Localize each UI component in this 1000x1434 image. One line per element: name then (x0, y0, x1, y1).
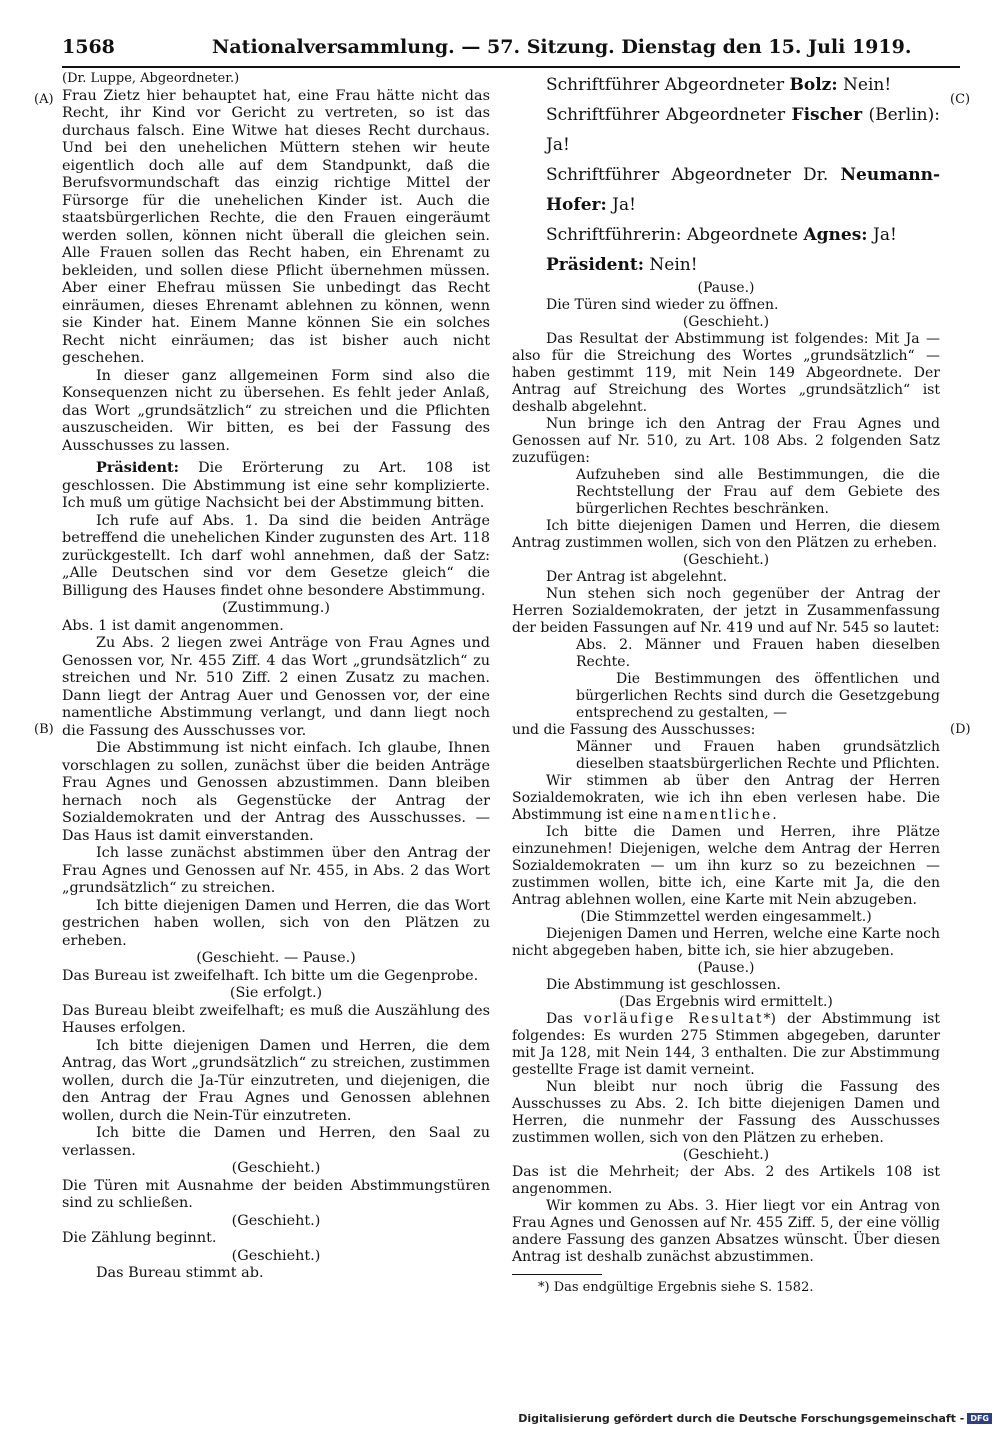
speaker-name: Präsident: (96, 459, 179, 476)
vote-name: Bolz: (789, 75, 838, 95)
digitization-credit (518, 1412, 992, 1425)
paragraph: Der Antrag ist abgelehnt. (546, 569, 728, 585)
stage-direction: (Pause.) (697, 960, 755, 976)
paragraph: Nun bleibt nur noch übrig die Fassung des Ausschusses zu Abs. 2. Ich bitte diejenigen Damen und Herren, die nunmehr der Fassung des Ausschusses zustimmen wollen, sich von den Plätzen zu erheben. (512, 1079, 940, 1146)
emphasis: vorläufige Resultat (583, 1011, 764, 1027)
margin-mark-d: (D) (950, 722, 971, 737)
stage-direction: (Pause.) (697, 280, 755, 296)
paragraph: Die Zählung beginnt. (62, 1230, 217, 1246)
stage-direction: (Geschieht.) (231, 1247, 321, 1264)
footnote: *) Das endgültige Ergebnis siehe S. 1582. (538, 1280, 814, 1295)
vote-line (512, 250, 940, 280)
vote-role: Schriftführerin: Abgeordnete (546, 225, 804, 245)
vote-line (512, 70, 940, 100)
paragraph: Das Bureau ist zweifelhaft. Ich bitte um die Gegenprobe. (62, 967, 479, 984)
stage-direction: (Geschieht.) (682, 314, 770, 330)
margin-mark-a: (A) (34, 92, 54, 107)
paragraph: Die Abstimmung ist nicht einfach. Ich glaube, Ihnen vorschlagen zu sollen, zunächst über die beiden Anträge Frau Agnes und Genossen abzustimmen. Dann bleiben hernach noch als Gegenstücke der Antrag der Sozialdemokraten und der Antrag des Ausschusses. — Das Haus ist damit einverstanden. (62, 740, 490, 844)
dfg-logo: DFG (967, 1413, 992, 1424)
paragraph: Das Resultat der Abstimmung ist folgendes: Mit Ja — also für die Streichung des Wortes „grundsätzlich“ — haben gestimmt 119, mit Nein 149 Abgeordnete. Der Antrag auf Streichung des Wortes „grundsätzlich“ ist deshalb abgelehnt. (512, 331, 940, 415)
vote-name: Fischer (791, 105, 863, 125)
paragraph: Das Bureau bleibt zweifelhaft; es muß die Auszählung des Hauses erfolgen. (62, 1002, 490, 1036)
paragraph: Ich lasse zunächst abstimmen über den Antrag der Frau Agnes und Genossen auf Nr. 455, in Abs. 2 das Wort „grundsätzlich“ zu streichen. (62, 845, 490, 896)
vote-name: Neumann-Hofer: (546, 165, 940, 215)
paragraph (512, 1011, 940, 1079)
vote-answer: Nein! (643, 255, 698, 275)
paragraph: Ich bitte diejenigen Damen und Herren, die diesem Antrag zustimmen wollen, sich von den Plätzen zu erheben. (512, 518, 940, 551)
paragraph: Nun bringe ich den Antrag der Frau Agnes und Genossen auf Nr. 510, zu Art. 108 Abs. 2 folgenden Satz zuzufügen: (512, 416, 940, 466)
emphasis: namentliche (662, 807, 773, 823)
vote-role: Schriftführer Abgeordneter Dr. (546, 165, 841, 185)
stage-direction: (Geschieht. — Pause.) (196, 950, 356, 966)
paragraph: Nun stehen sich noch gegenüber der Antrag der Herren Sozialdemokraten, der jetzt in Zusammenfassung der beiden Fassungen auf Nr. 419 und auf Nr. 545 so lautet: (512, 586, 940, 636)
page-number: 1568 (62, 36, 115, 58)
quoted-motion: Männer und Frauen haben grundsätzlich dieselben staatsbürgerlichen Rechte und Pflichten. (576, 739, 940, 772)
paragraph-text: Die Erörterung zu Art. 108 ist geschlossen. Die Abstimmung ist eine sehr komplizierte. Ich muß um gütige Nachsicht bei der Abstimmung bitten. (62, 460, 490, 511)
paragraph: Das Bureau stimmt ab. (96, 1265, 264, 1281)
vote-line (512, 100, 940, 160)
vote-line (512, 220, 940, 250)
vote-answer: Ja! (606, 195, 636, 215)
right-column (512, 70, 940, 1296)
paragraph: Abs. 1 ist damit angenommen. (62, 617, 284, 634)
paragraph: Zu Abs. 2 liegen zwei Anträge von Frau Agnes und Genossen vor, Nr. 455 Ziff. 4 das Wort „grundsätzlich“ zu streichen und Nr. 510 Ziff. 2 einen Zusatz zu machen. Dann liegt der Antrag Auer und Genossen vor, der eine namentliche Abstimmung verlangt, und dann liegt noch die Fassung des Ausschusses vor. (62, 635, 490, 739)
quoted-motion: Abs. 2. Männer und Frauen haben dieselben Rechte. (576, 637, 940, 670)
stage-direction: (Die Stimmzettel werden eingesammelt.) (580, 909, 872, 925)
page-header (62, 36, 960, 64)
margin-mark-b: (B) (34, 722, 54, 737)
vote-role: Schriftführer Abgeordneter (546, 105, 792, 125)
paragraph: Diejenigen Damen und Herren, welche eine Karte noch nicht abgegeben haben, bitte ich, sie hier abzugeben. (512, 926, 940, 959)
stage-direction: (Geschieht.) (231, 1160, 321, 1176)
page-title: Nationalversammlung. — 57. Sitzung. Dienstag den 15. Juli 1919. (212, 36, 912, 58)
credit-text: Digitalisierung gefördert durch die Deutsche Forschungsgemeinschaft - (518, 1412, 965, 1425)
paragraph: Das ist die Mehrheit; der Abs. 2 des Artikels 108 ist angenommen. (512, 1164, 940, 1197)
margin-mark-c: (C) (950, 92, 971, 107)
paragraph-text: Wir stimmen ab über den Antrag der Herren Sozialdemokraten, wie ich ihn eben verlesen habe. Die Abstimmung ist eine (512, 773, 940, 823)
header-rule (62, 66, 960, 68)
stage-direction: (Geschieht.) (682, 552, 770, 568)
paragraph: Ich bitte die Damen und Herren, den Saal zu verlassen. (62, 1125, 490, 1159)
vote-answer: Ja! (867, 225, 897, 245)
paragraph: Wir kommen zu Abs. 3. Hier liegt vor ein Antrag von Frau Agnes und Genossen auf Nr. 455 Ziff. 5, der eine völlig andere Fassung des ganzen Absatzes wünscht. Über diesen Antrag ist deshalb zunächst abzustimmen. (512, 1198, 940, 1265)
paragraph: Ich bitte die Damen und Herren, ihre Plätze einzunehmen! Diejenigen, welche dem Antrag der Herren Sozialdemokraten — um ihn kurz so zu bezeichnen — zustimmen wollen, bitte ich, eine Karte mit Ja, die den Antrag ablehnen wollen, eine Karte mit Nein abzugeben. (512, 824, 940, 908)
vote-role: Schriftführer Abgeordneter (546, 75, 790, 95)
quoted-motion: Die Bestimmungen des öffentlichen und bürgerlichen Rechts sind durch die Gesetzgebung entsprechend zu gestalten, — (576, 671, 940, 721)
paragraph: und die Fassung des Ausschusses: (512, 722, 756, 738)
stage-direction: (Sie erfolgt.) (229, 985, 323, 1001)
paragraph (512, 773, 940, 824)
footnote-rule (512, 1274, 602, 1275)
paragraph: Die Abstimmung ist geschlossen. (546, 977, 781, 993)
speaker-label: (Dr. Luppe, Abgeordneter.) (62, 71, 240, 86)
paragraph: Ich bitte diejenigen Damen und Herren, die dem Antrag, das Wort „grundsätzlich“ zu streichen, zustimmen wollen, durch die Ja-Tür einzutreten, und diejenigen, die den Antrag der Frau Agnes und Genossen ablehnen wollen, durch die Nein-Tür einzutreten. (62, 1037, 490, 1124)
stage-direction: (Geschieht.) (231, 1212, 321, 1229)
stage-direction: (Zustimmung.) (222, 600, 330, 616)
stage-direction: (Das Ergebnis wird ermittelt.) (619, 994, 833, 1010)
paragraph (62, 459, 490, 513)
paragraph: In dieser ganz allgemeinen Form sind also die Konsequenzen nicht zu übersehen. Es fehlt jeder Anlaß, das Wort „grundsätzlich“ zu streichen und die Pflichten auszuscheiden. Wir bitten, es bei der Fassung des Ausschusses zu lassen. (62, 367, 490, 454)
stage-direction: (Geschieht.) (682, 1147, 770, 1163)
vote-answer: (Berlin): Ja! (546, 105, 940, 155)
paragraph: Frau Zietz hier behauptet hat, eine Frau hätte nicht das Recht, ihr Kind vor Gericht zu vertreten, so ist das durchaus falsch. Eine Witwe hat dieses Recht durchaus. Und bei den unehelichen Müttern stehen wir heute eigentlich doch alle auf dem Standpunkt, daß die Berufsvormundschaft das einzig richtige Mittel der Fürsorge für die unehelichen Kinder ist. Auch die staatsbürgerlichen Rechte, die den Frauen eingeräumt werden sollen, können nicht überall die gleichen sein. Alle Frauen sollen das Recht haben, ein Ehrenamt zu bekleiden, und sollen diese Pflicht übernehmen müssen. Aber einer Ehefrau müssen Sie unbedingt das Recht einräumen, dieses Ehrenamt ablehnen zu können, wenn sie Kinder hat. Einem Manne können Sie ein solches Recht nicht einräumen; das ist bisher auch nicht geschehen. (62, 87, 490, 366)
vote-name: Präsident: (546, 255, 644, 275)
paragraph-text: Das (546, 1011, 584, 1027)
vote-line (512, 160, 940, 220)
quoted-motion: Aufzuheben sind alle Bestimmungen, die die Rechtstellung der Frau auf dem Gebiete des bürgerlichen Rechtes beschränken. (576, 467, 940, 517)
vote-answer: Nein! (837, 75, 892, 95)
paragraph-text: *) der Abstimmung ist folgendes: Es wurden 275 Stimmen abgegeben, darunter mit Ja 128, mit Nein 144, 3 enthalten. Die zur Abstimmung gestellte Frage ist damit verneint. (512, 1011, 940, 1078)
paragraph-text: . (772, 807, 777, 823)
paragraph: Die Türen mit Ausnahme der beiden Abstimmungstüren sind zu schließen. (62, 1177, 490, 1211)
vote-name: Agnes: (803, 225, 868, 245)
paragraph: Ich bitte diejenigen Damen und Herren, die das Wort gestrichen haben wollen, sich von den Plätzen zu erheben. (62, 897, 490, 949)
left-column (62, 70, 490, 1283)
paragraph: Die Türen sind wieder zu öffnen. (546, 297, 779, 313)
paragraph: Ich rufe auf Abs. 1. Da sind die beiden Anträge betreffend die unehelichen Kinder zugunsten des Art. 118 zurückgestellt. Ich darf wohl annehmen, daß der Satz: „Alle Deutschen sind vor dem Gesetze gleich“ die Billigung des Hauses findet ohne besondere Abstimmung. (62, 512, 490, 599)
